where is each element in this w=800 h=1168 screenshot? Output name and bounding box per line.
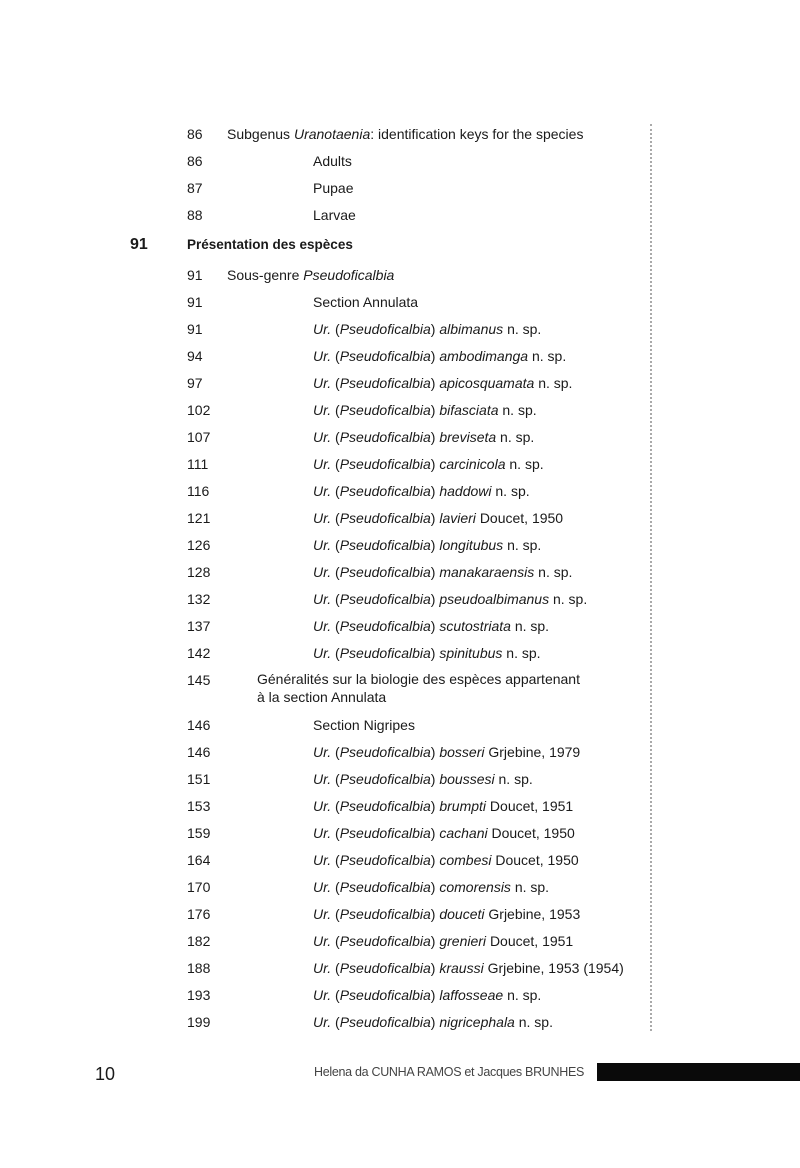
genus-abbr: Ur. [313,906,332,922]
entry-page-number: 86 [187,153,203,169]
species-author: n. sp. [518,1014,553,1030]
genus-abbr: Ur. [313,564,332,580]
entry-title: Ur. (Pseudoficalbia) spinitubus n. sp. [313,645,541,661]
subgenus-name: Pseudoficalbia [339,510,431,526]
genus-abbr: Ur. [313,879,332,895]
subgenus-name: Pseudoficalbia [339,906,431,922]
title-italic: Uranotaenia [293,126,371,142]
species-author: n. sp. [507,537,542,553]
entry-title: Ur. (Pseudoficalbia) breviseta n. sp. [313,429,535,445]
species-name: bosseri [439,744,485,760]
species-author: n. sp. [538,564,573,580]
entry-page-number: 151 [187,771,211,787]
entry-title: Ur. (Pseudoficalbia) combesi Doucet, 1950 [313,852,579,868]
toc-entry [0,508,650,535]
toc-entry [0,124,650,151]
species-author: n. sp. [514,618,550,634]
subgenus-name: Pseudoficalbia [339,375,431,391]
genus-abbr: Ur. [313,933,332,949]
entry-title: Ur. (Pseudoficalbia) manakaraensis n. sp. [313,564,573,580]
entry-page-number: 153 [187,798,211,814]
table-of-contents [0,124,650,1039]
genus-abbr: Ur. [313,618,332,634]
species-author: Grjebine, 1953 (1954) [487,960,624,976]
species-name: haddowi [439,483,492,499]
toc-entry [0,265,650,292]
footer-authors: Helena da CUNHA RAMOS et Jacques BRUNHES [314,1065,585,1079]
footer-black-bar [597,1063,800,1081]
entry-page-number: 159 [187,825,211,841]
species-author: n. sp. [502,402,537,418]
species-name: comorensis [439,879,511,895]
entry-page-number: 137 [187,618,211,634]
genus-abbr: Ur. [313,1014,332,1030]
toc-entry [0,931,650,958]
section-title: Section Annulata [313,294,419,310]
toc-entry [0,481,650,508]
subgenus-name: Pseudoficalbia [339,618,431,634]
genus-abbr: Ur. [313,375,332,391]
subgenus-name: Pseudoficalbia [339,321,431,337]
genus-abbr: Ur. [313,771,332,787]
species-name: grenieri [439,933,487,949]
entry-title [257,670,587,706]
entry-title: Ur. (Pseudoficalbia) brumpti Doucet, 1951 [313,798,574,814]
entry-title: Ur. (Pseudoficalbia) boussesi n. sp. [313,771,533,787]
entry-page-number: 146 [187,717,211,733]
entry-page-number: 94 [187,348,203,364]
toc-entry [0,796,650,823]
species-author: n. sp. [495,483,530,499]
entry-page-number: 142 [187,645,211,661]
subgenus-name: Pseudoficalbia [339,645,431,661]
entry-page-number: 87 [187,180,203,196]
entry-page-number: 111 [187,456,209,472]
genus-abbr: Ur. [313,537,332,553]
genus-abbr: Ur. [313,348,332,364]
genus-abbr: Ur. [313,483,332,499]
heading-title: Présentation des espèces [187,237,353,252]
toc-entry [0,319,650,346]
entry-page-number: 91 [187,294,203,310]
species-author: n. sp. [509,456,544,472]
entry-page-number: 88 [187,207,203,223]
entry-title: Ur. (Pseudoficalbia) kraussi Grjebine, 1953 (1954) [313,960,624,976]
toc-entry [0,823,650,850]
species-name: manakaraensis [439,564,535,580]
genus-abbr: Ur. [313,645,332,661]
subgenus-name: Pseudoficalbia [339,744,431,760]
entry-title: Ur. (Pseudoficalbia) bosseri Grjebine, 1979 [313,744,581,760]
entry-page-number: 128 [187,564,211,580]
species-name: kraussi [439,960,484,976]
species-name: longitubus [439,537,504,553]
entry-page-number: 132 [187,591,211,607]
toc-entry [0,400,650,427]
toc-entry [0,346,650,373]
title-italic: Pseudoficalbia [303,267,395,283]
toc-entry [0,427,650,454]
entry-page-number: 188 [187,960,211,976]
title-text: : identification keys for the species [370,126,584,142]
entry-title: Ur. (Pseudoficalbia) nigricephala n. sp. [313,1014,553,1030]
species-name: douceti [439,906,485,922]
entry-title: Ur. (Pseudoficalbia) apicosquamata n. sp. [313,375,573,391]
entry-title: Ur. (Pseudoficalbia) laffosseae n. sp. [313,987,542,1003]
genus-abbr: Ur. [313,510,332,526]
entry-title: Ur. (Pseudoficalbia) albimanus n. sp. [313,321,542,337]
subgenus-name: Pseudoficalbia [339,1014,431,1030]
species-name: lavieri [439,510,476,526]
subgenus-name: Pseudoficalbia [339,771,431,787]
toc-entry [0,715,650,742]
subgenus-name: Pseudoficalbia [339,348,431,364]
species-author: n. sp. [538,375,573,391]
dotted-margin-rule [650,124,652,1031]
toc-entry [0,769,650,796]
toc-entry [0,373,650,400]
subgenus-name: Pseudoficalbia [339,537,431,553]
genus-abbr: Ur. [313,591,332,607]
page-number: 10 [95,1064,116,1084]
species-name: carcinicola [439,456,506,472]
toc-entry [0,178,650,205]
entry-page-number: 193 [187,987,211,1003]
species-author: Grjebine, 1953 [488,906,581,922]
entry-title [313,715,415,735]
subgenus-name: Pseudoficalbia [339,456,431,472]
entry-page-number: 121 [187,510,211,526]
species-author: n. sp. [514,879,550,895]
species-author: Grjebine, 1979 [488,744,581,760]
toc-entry [0,850,650,877]
species-name: apicosquamata [439,375,535,391]
toc-entry [0,958,650,985]
genus-abbr: Ur. [313,321,332,337]
species-author: n. sp. [498,771,533,787]
species-author: n. sp. [500,429,535,445]
entry-page-number: 145 [187,672,211,688]
entry-title [313,178,353,198]
entry-page-number: 199 [187,1014,211,1030]
entry-title: Ur. (Pseudoficalbia) cachani Doucet, 1950 [313,825,575,841]
title-text: Subgenus [227,126,294,142]
toc-entry [0,670,650,715]
species-name: laffosseae [439,987,504,1003]
entry-title: Ur. (Pseudoficalbia) pseudoalbimanus n. sp. [313,591,588,607]
species-author: n. sp. [507,987,542,1003]
genus-abbr: Ur. [313,960,332,976]
toc-entry [0,742,650,769]
species-author: n. sp. [507,321,542,337]
entry-page-number: 91 [187,267,203,283]
subgenus-name: Pseudoficalbia [339,987,431,1003]
species-author: Doucet, 1951 [489,798,574,814]
genus-abbr: Ur. [313,987,332,1003]
subgenus-name: Pseudoficalbia [339,591,431,607]
entry-title: Ur. (Pseudoficalbia) bifasciata n. sp. [313,402,537,418]
entry-title: Ur. (Pseudoficalbia) longitubus n. sp. [313,537,542,553]
title-text: Sous-genre [227,267,304,283]
entry-page-number: 97 [187,375,203,391]
species-name: ambodimanga [439,348,529,364]
species-name: scutostriata [439,618,511,634]
entry-title [227,265,394,285]
species-name: brumpti [439,798,487,814]
entry-title [313,151,352,171]
entry-page-number: 107 [187,429,211,445]
subgenus-name: Pseudoficalbia [339,825,431,841]
subgenus-name: Pseudoficalbia [339,564,431,580]
genus-abbr: Ur. [313,852,332,868]
species-name: pseudoalbimanus [439,591,550,607]
species-author: n. sp. [531,348,567,364]
genus-abbr: Ur. [313,825,332,841]
subgenus-name: Pseudoficalbia [339,402,431,418]
species-author: n. sp. [506,645,541,661]
entry-text: Généralités sur la biologie des espèces appartenant à la section Annulata [257,671,580,705]
entry-page-number: 170 [187,879,211,895]
species-author: n. sp. [552,591,588,607]
section-title: Section Nigripes [313,717,415,733]
subgenus-name: Pseudoficalbia [339,879,431,895]
toc-entry [0,292,650,319]
species-name: boussesi [439,771,495,787]
species-author: Doucet, 1950 [495,852,579,868]
species-name: bifasciata [439,402,499,418]
subgenus-name: Pseudoficalbia [339,429,431,445]
species-name: albimanus [439,321,504,337]
subgenus-name: Pseudoficalbia [339,852,431,868]
toc-entry [0,454,650,481]
subgenus-name: Pseudoficalbia [339,798,431,814]
title-text: Larvae [313,207,356,223]
toc-entry [0,643,650,670]
species-name: breviseta [439,429,497,445]
toc-entry [0,205,650,232]
entry-page-number: 164 [187,852,211,868]
entry-title [313,292,418,312]
species-author: Doucet, 1951 [489,933,574,949]
toc-entry [0,151,650,178]
genus-abbr: Ur. [313,429,332,445]
genus-abbr: Ur. [313,798,332,814]
species-name: spinitubus [439,645,503,661]
entry-title: Ur. (Pseudoficalbia) douceti Grjebine, 1953 [313,906,581,922]
species-name: combesi [439,852,492,868]
entry-title [227,124,583,144]
entry-title: Ur. (Pseudoficalbia) haddowi n. sp. [313,483,530,499]
toc-entry [0,904,650,931]
title-text: Adults [313,153,352,169]
toc-entry [0,562,650,589]
entry-title: Ur. (Pseudoficalbia) lavieri Doucet, 1950 [313,510,564,526]
toc-entry [0,985,650,1012]
entry-title: Ur. (Pseudoficalbia) comorensis n. sp. [313,879,550,895]
entry-title [313,205,356,225]
species-name: cachani [439,825,488,841]
entry-title: Ur. (Pseudoficalbia) ambodimanga n. sp. [313,348,567,364]
toc-entry [0,877,650,904]
toc-entry [0,535,650,562]
entry-page-number: 176 [187,906,211,922]
subgenus-name: Pseudoficalbia [339,960,431,976]
genus-abbr: Ur. [313,456,332,472]
entry-page-number: 102 [187,402,211,418]
genus-abbr: Ur. [313,402,332,418]
species-author: Doucet, 1950 [479,510,564,526]
title-text: Pupae [313,180,354,196]
genus-abbr: Ur. [313,744,332,760]
entry-page-number: 126 [187,537,211,553]
section-heading [0,235,650,265]
species-author: Doucet, 1950 [491,825,575,841]
entry-page-number: 86 [187,126,203,142]
entry-page-number: 146 [187,744,211,760]
subgenus-name: Pseudoficalbia [339,483,431,499]
toc-entry [0,1012,650,1039]
entry-title: Ur. (Pseudoficalbia) scutostriata n. sp. [313,618,550,634]
entry-title: Ur. (Pseudoficalbia) grenieri Doucet, 1951 [313,933,574,949]
toc-entry [0,616,650,643]
heading-page-number: 91 [130,236,148,253]
entry-page-number: 182 [187,933,211,949]
species-name: nigricephala [439,1014,515,1030]
entry-page-number: 91 [187,321,203,337]
toc-entry [0,589,650,616]
entry-page-number: 116 [187,483,210,499]
subgenus-name: Pseudoficalbia [339,933,431,949]
entry-title: Ur. (Pseudoficalbia) carcinicola n. sp. [313,456,544,472]
